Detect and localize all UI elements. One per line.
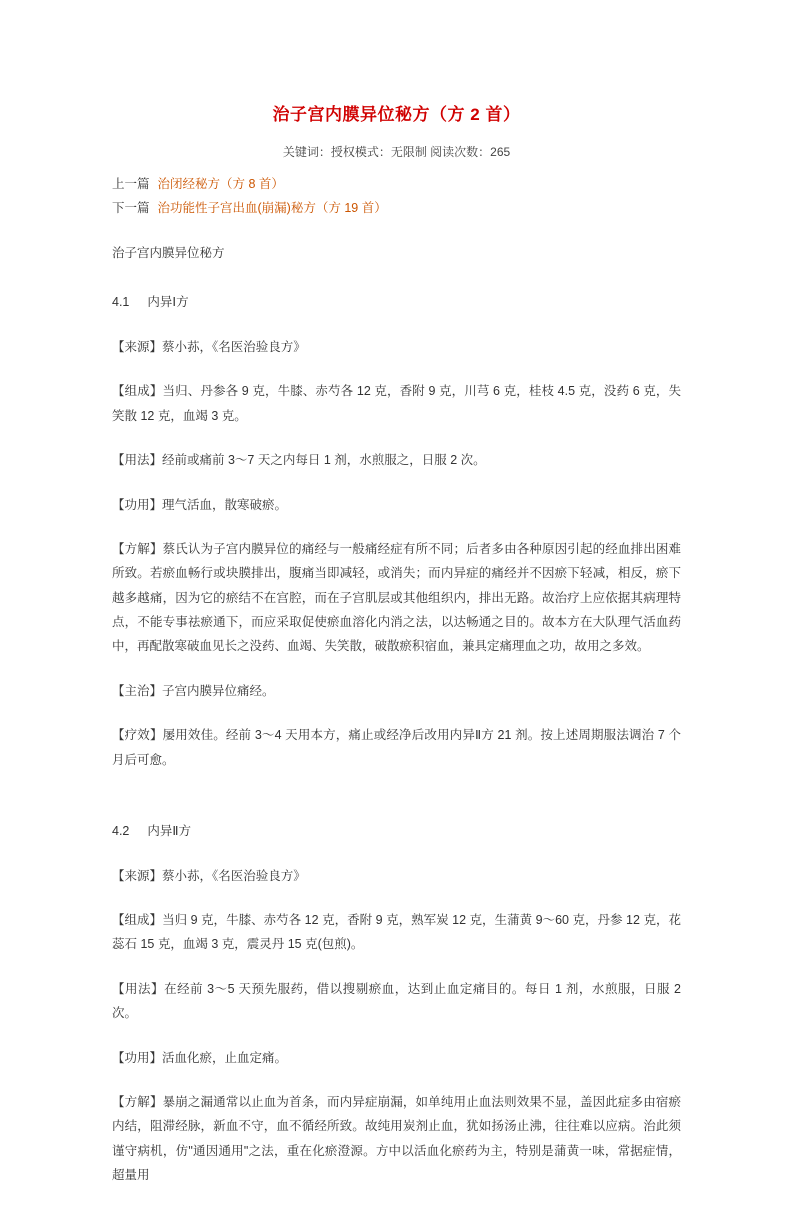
- paragraph-explanation: 【方解】暴崩之漏通常以止血为首条，而内异症崩漏，如单纯用止血法则效果不显，盖因此症多由宿瘀内结，阻滞经脉，新血不守，血不循经所致。故纯用炭剂止血，犹如扬汤止沸，往往难以应病。治此须谨守病机，仿"通因通用"之法，重在化瘀澄源。方中以活血化瘀药为主，特别是蒲黄一味，常据症情，超量用: [112, 1094, 681, 1182]
- paragraph-composition: 【组成】当归、丹参各 9 克，牛膝、赤芍各 12 克，香附 9 克，川芎 6 克，桂枝 4.5 克，没药 6 克，失笑散 12 克，血竭 3 克。: [112, 384, 681, 423]
- paragraph-usage: 【用法】在经前 3～5 天预先服药，借以搜剔瘀血，达到止血定痛目的。每日 1 剂，水煎服，日服 2 次。: [112, 981, 681, 1021]
- formula-name: 内异Ⅱ方: [147, 823, 192, 838]
- document-heading: 治子宫内膜异位秘方: [112, 245, 225, 260]
- formula-heading: [112, 291, 681, 315]
- paragraph-source: 【来源】蔡小荪，《名医治验良方》: [112, 340, 306, 354]
- formula-name: 内异Ⅰ方: [147, 295, 189, 310]
- paragraph-efficacy: 【疗效】屡用效佳。经前 3～4 天用本方，痛止或经净后改用内异Ⅱ方 21 剂。按上述周期服法调治 7 个月后可愈。: [112, 728, 681, 767]
- next-article-link[interactable]: 治功能性子宫出血(崩漏)秘方（方 19 首）: [157, 201, 387, 216]
- paragraph-source: 【来源】蔡小荪，《名医治验良方》: [112, 868, 306, 883]
- formula-number: 4.2: [112, 823, 130, 838]
- page-title: 治子宫内膜异位秘方（方 2 首）: [272, 105, 521, 124]
- prev-article-label: 上一篇: [112, 177, 150, 191]
- prev-article-nav: [112, 174, 681, 195]
- paragraph-usage: 【用法】经前或痛前 3～7 天之内每日 1 剂，水煎服之，日服 2 次。: [112, 453, 486, 468]
- paragraph-indication: 【主治】子宫内膜异位痛经。: [112, 683, 275, 698]
- paragraph-function: 【功用】理气活血，散寒破瘀。: [112, 497, 288, 512]
- formula-heading: [112, 820, 681, 844]
- keywords-line: 关键词：授权模式：无限制 阅读次数：265: [282, 145, 511, 159]
- next-article-label: 下一篇: [112, 201, 150, 216]
- paragraph-function: 【功用】活血化瘀，止血定痛。: [112, 1050, 288, 1065]
- section-spacer: [112, 772, 681, 794]
- next-article-nav: [112, 198, 681, 219]
- paragraph-explanation: 【方解】蔡氏认为子宫内膜异位的痛经与一般痛经症有所不同；后者多由各种原因引起的经血排出困难所致。若瘀血畅行或块膜排出，腹痛当即减轻，或消失；而内异症的痛经并不因瘀下轻减，相反，瘀下越多越痛，因为它的瘀结不在宫腔，而在子宫肌层或其他组织内，排出无路。故治疗上应依据其病理特点，不能专事祛瘀通下，而应采取促使瘀血溶化内消之法，以达畅通之目的。故本方在大队理气活血药中，再配散寒破血见长之没药、血竭、失笑散，破散瘀积宿血，兼具定痛理血之功，故用之多效。: [112, 541, 681, 654]
- paragraph-composition: 【组成】当归 9 克，牛膝、赤芍各 12 克，香附 9 克，熟军炭 12 克，生蒲黄 9～60 克，丹参 12 克，花蕊石 15 克，血竭 3 克，震灵丹 15 克(包煎)。: [112, 913, 681, 952]
- formula-number: 4.1: [112, 295, 130, 310]
- prev-article-link[interactable]: 治闭经秘方（方 8 首）: [157, 177, 284, 191]
